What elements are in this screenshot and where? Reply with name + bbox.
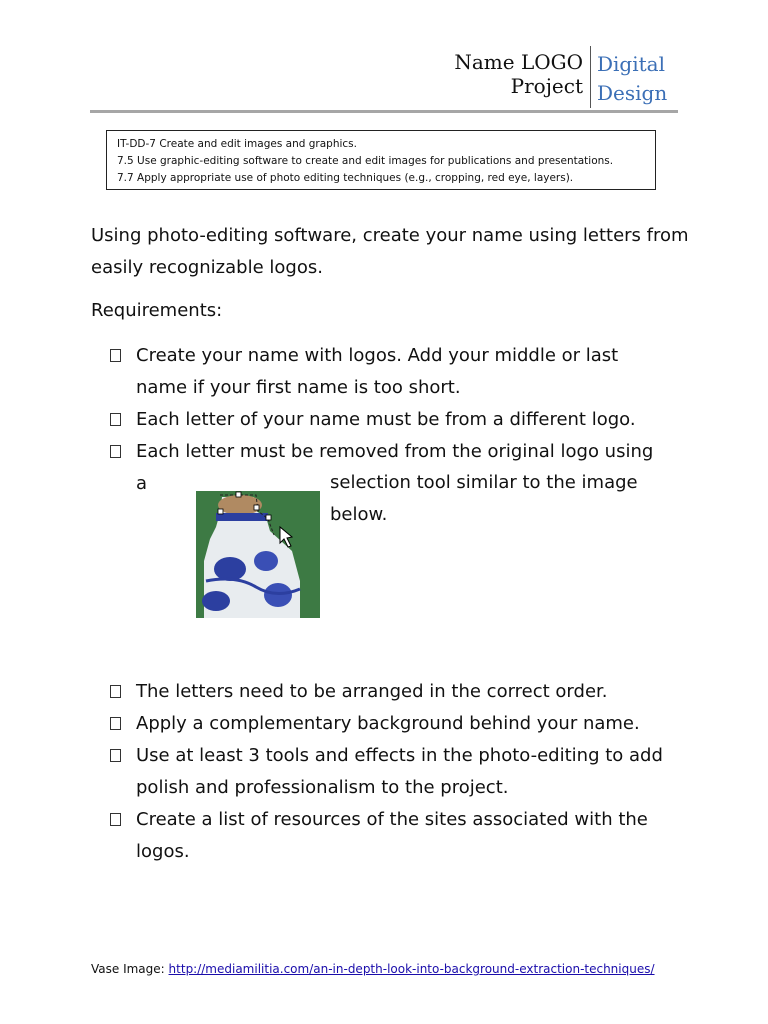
- standard-line: 7.7 Apply appropriate use of photo editing techniques (e.g., cropping, red eye, layers).: [117, 172, 574, 184]
- bullet-box-icon: [110, 749, 121, 762]
- list-item-text: Apply a complementary background behind your name.: [136, 713, 640, 734]
- list-item-text: Create a list of resources of the sites associated with the logos.: [136, 809, 648, 862]
- standards-box: [106, 130, 656, 190]
- list-item: [110, 404, 670, 436]
- list-item: [110, 340, 670, 404]
- list-item: [110, 708, 670, 740]
- page-title: Name LOGO Project: [454, 50, 583, 98]
- list-item-text: Use at least 3 tools and effects in the photo-editing to add polish and professionalism to the project.: [136, 745, 663, 798]
- footer-credit: [91, 962, 655, 976]
- vase-selection-image: [196, 491, 320, 618]
- standard-line: IT-DD-7 Create and edit images and graphics.: [117, 138, 357, 150]
- list-item-text: Create your name with logos. Add your middle or last name if your first name is too short.: [136, 345, 619, 398]
- list-item-text: Each letter of your name must be from a different logo.: [136, 409, 636, 430]
- course-brand: [597, 50, 667, 108]
- footer-label: Vase Image:: [91, 962, 165, 976]
- list-item-text: The letters need to be arranged in the correct order.: [136, 681, 608, 702]
- bullet-box-icon: [110, 685, 121, 698]
- brand-line-1: Digital: [597, 52, 665, 76]
- brand-line-2: Design: [597, 81, 668, 105]
- intro-paragraph: Using photo-editing software, create your name using letters from easily recognizable logos.: [91, 225, 689, 278]
- requirements-heading: Requirements:: [91, 300, 223, 321]
- list-item: [110, 676, 670, 708]
- requirements-list: [110, 676, 670, 868]
- list-item: [110, 804, 670, 868]
- bullet-box-icon: [110, 717, 121, 730]
- header-rule: [90, 110, 678, 113]
- bullet-box-icon: [110, 813, 121, 826]
- header-divider: [590, 46, 591, 108]
- bullet-box-icon: [110, 349, 121, 362]
- bullet-box-icon: [110, 413, 121, 426]
- source-link[interactable]: http://mediamilitia.com/an-in-depth-look-into-background-extraction-techniques/: [168, 962, 655, 976]
- list-item: [110, 740, 670, 804]
- list-item-continuation: selection tool similar to the image below.: [330, 472, 638, 525]
- list-item-text: Each letter must be removed from the original logo using a: [136, 441, 654, 494]
- bullet-box-icon: [110, 445, 121, 458]
- standard-line: 7.5 Use graphic-editing software to create and edit images for publications and presentations.: [117, 155, 614, 167]
